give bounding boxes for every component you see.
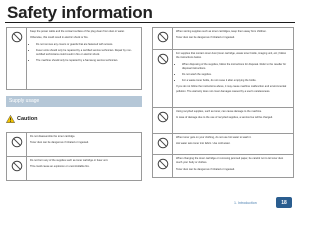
table-row [153,134,294,155]
text-cell [173,155,294,178]
caution-heading [6,114,37,124]
paragraph: When changing the toner cartridge or removing jammed paper, be careful not to let toner dust touch your body or clothes. [176,157,284,165]
prohibition-icon [157,53,169,65]
caution-label: Caution [17,116,38,122]
paragraph: Do not disassemble the toner cartridge. [30,135,76,138]
icon-cell [7,157,27,181]
bullet-list [182,63,290,84]
prohibition-icon [157,158,169,170]
paragraph: Toner dust can be dangerous if inhaled or ingested. [176,36,235,40]
text-cell [173,134,294,155]
table-row [153,155,294,178]
paragraph: In case of damage due to the use of recycled supplies, a service fee will be charged. [176,116,273,120]
paragraph: Toner dust can be dangerous if inhaled or ingested. [30,141,89,145]
paragraph: Keep the power cable and the contact surface of the plug clean from dust or water. [30,30,125,33]
paragraph: Otherwise, this could result in electric shock or fire. [30,36,89,40]
icon-cell [153,50,173,108]
icon-cell [153,108,173,134]
caution-table [6,132,142,181]
table-row [153,28,294,50]
bullet-list [36,43,138,64]
paragraph: Hot water sets toner into fabric. Use cold water. [176,142,231,146]
icon-cell [153,28,173,50]
list-item: • Fuser units should only be repaired by a certified service technician. Repair by non-certified technicians could result in fire or electric shock. [36,49,138,58]
text-cell [173,108,294,134]
paragraph: Toner dust can be dangerous if inhaled or ingested. [176,167,235,171]
paragraph: Do not burn any of the supplies such as toner cartridge or fuser unit. [30,159,109,162]
safety-table-left [6,27,142,90]
table-row [7,133,142,157]
prohibition-icon [11,31,23,43]
page-number-badge: 18 [276,197,292,208]
list-item: • The machine should only be repaired by a Samsung service technician. [36,59,138,63]
prohibition-icon [157,137,169,149]
warning-triangle-icon [6,115,15,123]
icon-cell [7,133,27,157]
paragraph: This could cause an explosion or uncontrollable fire. [30,165,90,169]
prohibition-icon [157,31,169,43]
table-row [7,28,142,90]
text-cell [27,28,142,90]
prohibition-icon [11,160,23,172]
table-row [153,108,294,134]
paragraph: For supplies that contain toner dust (toner cartridge, waste toner bottle, imaging unit, etc.) follow the instructions below. [176,52,287,60]
list-item: • When disposing of the supplies, follow the instructions for disposal. Refer to the reseller for disposal instructions. [182,63,290,72]
table-row [153,50,294,108]
section-title: Supply usage [9,98,40,104]
title-divider [5,22,295,23]
list-item: • For a waste toner bottle, do not reuse it after emptying the bottle. [182,79,290,83]
prohibition-icon [157,111,169,123]
paragraph: If you do not follow the instructions above, it may cause machine malfunction and environmental pollution. The warranty does not cover damages caused by a user's carelessness. [176,85,287,93]
text-cell [27,133,142,157]
text-cell [173,50,294,108]
prohibition-icon [11,136,23,148]
text-cell [27,157,142,181]
section-header-bar [6,96,142,107]
icon-cell [153,155,173,178]
footer-section-label: 1. Introduction [234,201,257,205]
text-cell [173,28,294,50]
page-title: Safety information [7,3,153,22]
safety-table-right [152,27,294,178]
icon-cell [153,134,173,155]
paragraph: Using recycled supplies, such as toner, can cause damage to the machine. [176,110,262,113]
list-item: • Do not wash the supplies. [182,73,290,77]
paragraph: When toner gets on your clothing, do not use hot water to wash it. [176,136,252,139]
icon-cell [7,28,27,90]
list-item: • Do not remove any covers or guards that are fastened with screws. [36,43,138,47]
table-row [7,157,142,181]
paragraph: When storing supplies such as toner cartridges, keep them away from children. [176,30,267,33]
